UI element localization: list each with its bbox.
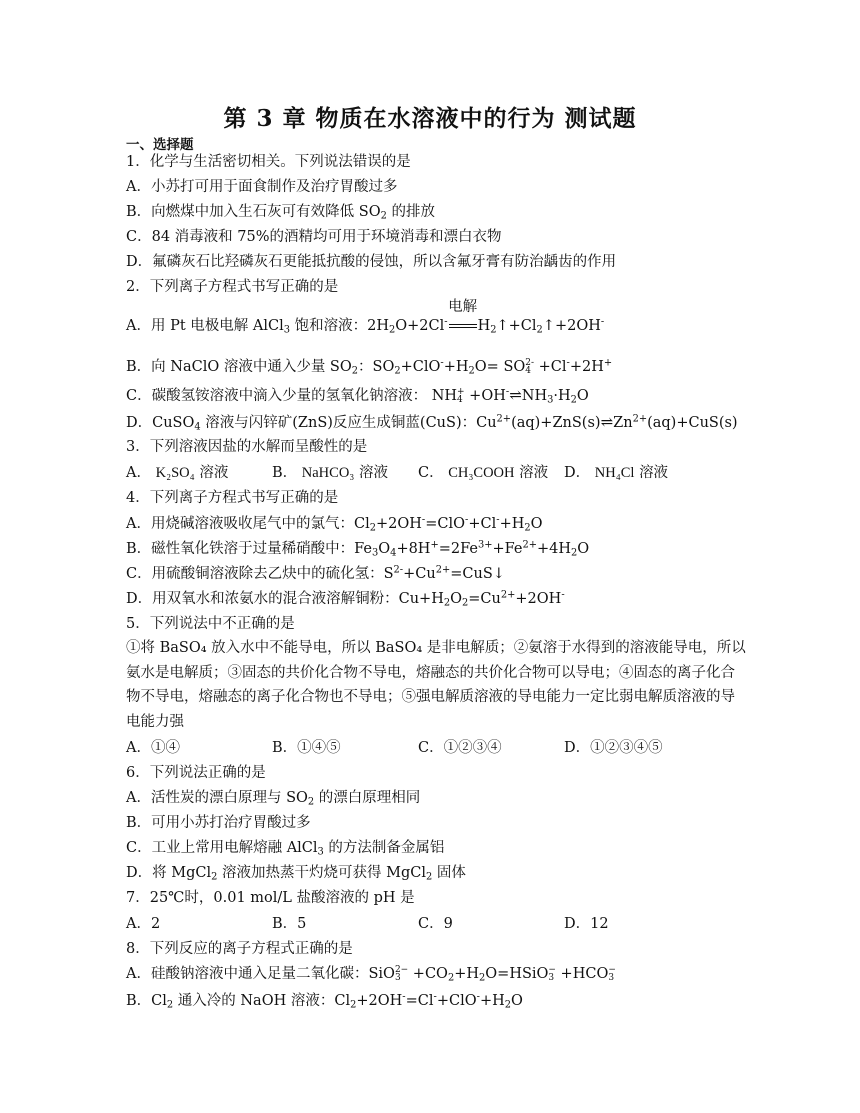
question-5-options — [126, 738, 746, 758]
question-4-option-b: B．磁性氧化铁溶于过量稀硝酸中：$Fe_3O_4+8H^+=2Fe^{3+}+Fe^{2+}+4H_2O$ — [126, 539, 590, 559]
question-1-option-b: B．向燃煤中加入生石灰可有效降低 $SO_2$ 的排放 — [126, 204, 435, 222]
question-2-stem: 2．下列离子方程式书写正确的是 — [126, 279, 339, 295]
question-2-option-d: D．CuSO$_4$ 溶液与闪锌矿(ZnS)反应生成铜蓝(CuS)：$Cu^{2+}(aq)+ZnS(s)\rightleftharpoons Zn^{2+}(aq)+CuS(s)$ — [126, 413, 738, 433]
question-8-option-a: A．硅酸钠溶液中通入足量二氧化碳：SiO 2− 3 $+CO_2+H_2O=HSiO$ − 3 +HCO − 3 — [126, 964, 616, 984]
question-2-option-a: A．用 Pt 电极电解 AlCl$_3$ 饱和溶液：$2H_2O+2Cl^-$ 电解 $H_2↑+Cl_2↑+2OH^-$ — [126, 299, 605, 336]
question-3-stem: 3．下列溶液因盐的水解而呈酸性的是 — [126, 439, 368, 455]
question-3-option-a: A． K₂SO₄ 溶液 — [126, 465, 229, 481]
question-5-stem: 5．下列说法中不正确的是 — [126, 616, 295, 632]
question-7-option-d: D．12 — [564, 916, 609, 932]
question-3-option-d: D． NH₄Cl 溶液 — [564, 465, 669, 481]
question-3-options — [126, 463, 746, 483]
question-2-option-b: B．向 NaClO 溶液中通入少量 $SO_2$：$SO_2+ClO^-+H_2O=$ SO 2- 4 +Cl-+2H+ — [126, 357, 613, 377]
question-2-option-c: C．碳酸氢铵溶液中滴入少量的氢氧化钠溶液： NH + 4 $+OH^-\rightleftharpoons NH_3\cdot H_2O$ — [126, 386, 589, 406]
question-5-option-b: B．①④⑤ — [272, 740, 341, 756]
section-heading: 一、选择题 — [126, 137, 194, 153]
page-title: 第 3 章 物质在水溶液中的行为 测试题 — [223, 105, 637, 132]
question-1-stem: 1．化学与生活密切相关。下列说法错误的是 — [126, 154, 411, 170]
question-1-option-a: A．小苏打可用于面食制作及治疗胃酸过多 — [126, 179, 398, 195]
question-4-option-a: A．用烧碱溶液吸收尾气中的氯气：$Cl_2+2OH^-=ClO^-+Cl^-+H_2O$ — [126, 514, 543, 534]
equilibrium-arrow: ⇌ — [600, 413, 614, 431]
question-4-stem: 4．下列离子方程式书写正确的是 — [126, 490, 339, 506]
question-7-stem: 7．25℃时，0.01 mol/L 盐酸溶液的 pH 是 — [126, 890, 415, 906]
question-1-option-c: C．84 消毒液和 75%的酒精均可用于环境消毒和漂白衣物 — [126, 229, 502, 245]
question-3-option-b: B． NaHCO₃ 溶液 — [272, 465, 388, 481]
question-7-option-a: A．2 — [126, 916, 161, 932]
equilibrium-arrow: ⇌ — [509, 386, 522, 404]
question-5-option-c: C．①②③④ — [418, 740, 502, 756]
question-6-stem: 6．下列说法正确的是 — [126, 765, 266, 781]
question-5-option-a: A．①④ — [126, 740, 180, 756]
question-5-option-d: D．①②③④⑤ — [564, 740, 663, 756]
question-6-option-c: C．工业上常用电解熔融 AlCl$_3$ 的方法制备金属铝 — [126, 840, 445, 858]
question-1-option-d: D．氟磷灰石比羟磷灰石更能抵抗酸的侵蚀，所以含氟牙膏有防治龋齿的作用 — [126, 254, 617, 270]
question-3-option-c: C． CH₃COOH 溶液 — [418, 465, 549, 481]
question-6-option-b: B．可用小苏打治疗胃酸过多 — [126, 815, 311, 831]
question-7-options — [126, 914, 746, 934]
question-6-option-d: D．将 MgCl$_2$ 溶液加热蒸干灼烧可获得 MgCl$_2$ 固体 — [126, 865, 466, 883]
question-8-option-b: B．$Cl_2$ 通入冷的 NaOH 溶液：$Cl_2+2OH^-=Cl^-+ClO^-+H_2O$ — [126, 991, 523, 1011]
question-7-option-b: B．5 — [272, 916, 307, 932]
question-5-statement: ①将 BaSO₄ 放入水中不能导电，所以 BaSO₄ 是非电解质；②氨溶于水得到的溶液能导电，所以氨水是电解质；③固态的共价化合物不导电，熔融态的共价化合物可以导电；④固态的离子化合物不导电，熔融态的离子化合物也不导电；⑤强电解质溶液的导电能力一定比弱电解质溶液的导电能力强 — [126, 640, 746, 730]
electrolysis-sign: 电解 — [448, 319, 478, 333]
question-4-option-d: D．用双氧水和浓氨水的混合液溶解铜粉：$Cu+H_2O_2=Cu^{2+}+2OH^-$ — [126, 589, 565, 609]
question-8-stem: 8．下列反应的离子方程式正确的是 — [126, 941, 353, 957]
question-4-option-c: C．用硫酸铜溶液除去乙炔中的硫化氢：$S^{2-}+Cu^{2+}=CuS↓$ — [126, 564, 505, 582]
question-7-option-c: C．9 — [418, 916, 453, 932]
question-6-option-a: A．活性炭的漂白原理与 $SO_2$ 的漂白原理相同 — [126, 790, 421, 808]
